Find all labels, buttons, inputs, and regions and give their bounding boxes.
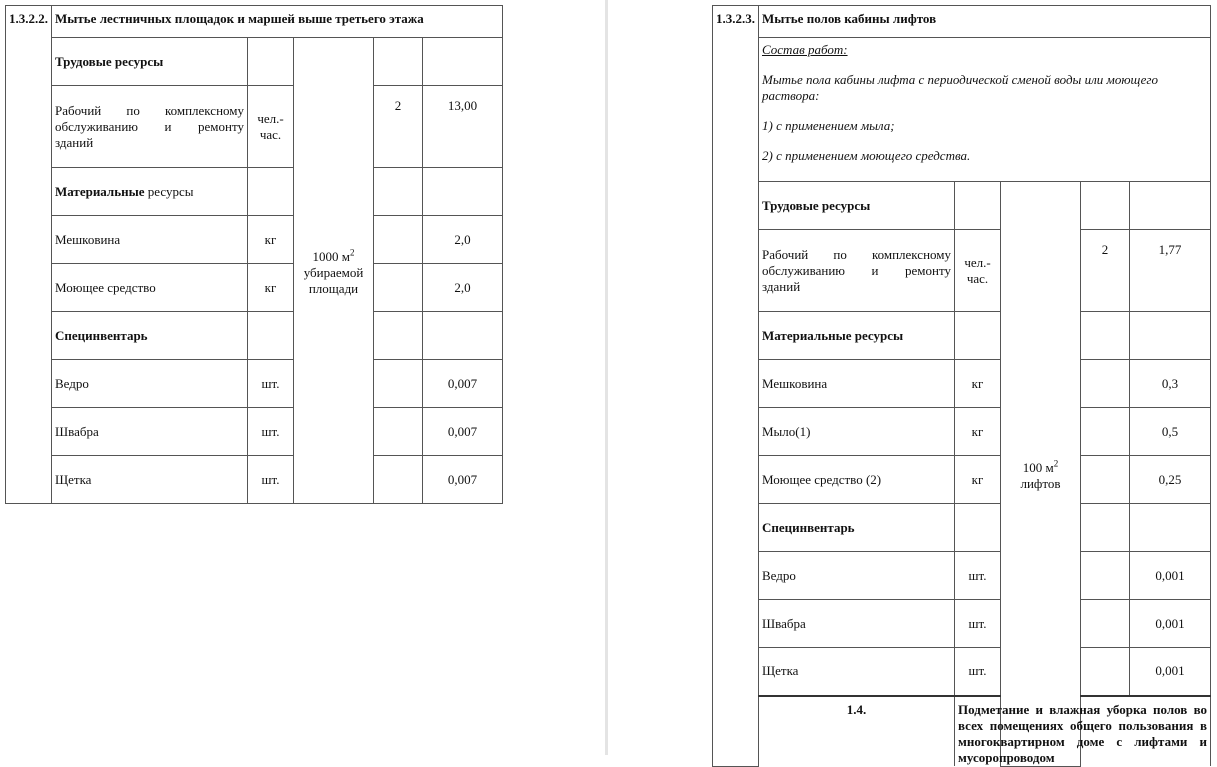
inventory-name: Швабра <box>759 600 955 648</box>
section-title: Мытье лестничных площадок и маршей выше третьего этажа <box>52 6 503 38</box>
norm-table-1-3-2-2 <box>5 5 503 504</box>
composition-option-2: 2) с применением моющего средства. <box>762 148 971 163</box>
measure-unit-cell <box>294 38 374 504</box>
norm-table-1-3-2-3 <box>712 5 1211 767</box>
measure-value: 100 $м^2$ <box>1022 458 1059 475</box>
inventory-unit: шт. <box>248 408 294 456</box>
section-code: 1.3.2.3. <box>713 6 759 767</box>
empty-cell <box>1081 312 1130 360</box>
inventory-unit: шт. <box>248 456 294 504</box>
material-value: 0,3 <box>1130 360 1211 408</box>
composition-label: Состав работ: <box>762 42 848 57</box>
inventory-value: 0,007 <box>423 408 503 456</box>
worker-value: 1,77 <box>1130 230 1211 312</box>
inventory-unit: шт. <box>955 648 1001 696</box>
material-name: Мыло(1) <box>759 408 955 456</box>
empty-cell <box>374 360 423 408</box>
material-name: Мешковина <box>759 360 955 408</box>
material-resources-header: Материальные ресурсы <box>52 168 248 216</box>
inventory-header: Специнвентарь <box>759 504 955 552</box>
next-section-title: Подметание и влажная уборка полов во всех помещениях общего пользования в многоквартирном доме с лифтами и мусоропроводом <box>955 696 1211 767</box>
empty-cell <box>1130 504 1211 552</box>
empty-cell <box>248 38 294 86</box>
inventory-value: 0,001 <box>1130 600 1211 648</box>
worker-name: Рабочий по комплексному обслуживанию и ремонту зданий <box>759 230 955 312</box>
worker-name: Рабочий по комплексному обслуживанию и ремонту зданий <box>52 86 248 168</box>
empty-cell <box>955 504 1001 552</box>
measure-value: 1000 $м^2$ <box>312 247 355 264</box>
inventory-name: Щетка <box>52 456 248 504</box>
section-code: 1.3.2.2. <box>6 6 52 504</box>
empty-cell <box>1081 648 1130 696</box>
empty-cell <box>1081 408 1130 456</box>
inventory-value: 0,001 <box>1130 552 1211 600</box>
inventory-name: Ведро <box>52 360 248 408</box>
inventory-value: 0,007 <box>423 360 503 408</box>
inventory-unit: шт. <box>955 600 1001 648</box>
empty-cell <box>1081 552 1130 600</box>
empty-cell <box>955 312 1001 360</box>
section-title: Мытье полов кабины лифтов <box>759 6 1211 38</box>
measure-label-1: убираемой <box>303 264 364 280</box>
inventory-name: Швабра <box>52 408 248 456</box>
work-composition <box>759 38 1211 182</box>
material-name: Моющее средство <box>52 264 248 312</box>
material-unit: кг <box>955 456 1001 504</box>
worker-unit: чел.- час. <box>955 230 1001 312</box>
empty-cell <box>1081 360 1130 408</box>
material-value: 0,5 <box>1130 408 1211 456</box>
empty-cell <box>374 38 423 86</box>
material-unit: кг <box>955 360 1001 408</box>
composition-option-1: 1) с применением мыла; <box>762 118 895 133</box>
empty-cell <box>374 168 423 216</box>
empty-cell <box>1130 182 1211 230</box>
material-unit: кг <box>955 408 1001 456</box>
inventory-value: 0,007 <box>423 456 503 504</box>
material-value: 0,25 <box>1130 456 1211 504</box>
measure-unit-cell <box>1001 182 1081 767</box>
measure-label: лифтов <box>1020 475 1061 491</box>
worker-value: 13,00 <box>423 86 503 168</box>
empty-cell <box>1130 312 1211 360</box>
empty-cell <box>1081 600 1130 648</box>
measure-label-2: площади <box>308 280 359 296</box>
empty-cell <box>423 38 503 86</box>
material-value: 2,0 <box>423 216 503 264</box>
material-name: Мешковина <box>52 216 248 264</box>
material-value: 2,0 <box>423 264 503 312</box>
empty-cell <box>423 168 503 216</box>
material-unit: кг <box>248 216 294 264</box>
empty-cell <box>248 312 294 360</box>
empty-cell <box>423 312 503 360</box>
empty-cell <box>248 168 294 216</box>
worker-unit: чел.- час. <box>248 86 294 168</box>
empty-cell <box>374 408 423 456</box>
worker-count: 2 <box>1081 230 1130 312</box>
empty-cell <box>1081 504 1130 552</box>
worker-count: 2 <box>374 86 423 168</box>
empty-cell <box>1081 456 1130 504</box>
material-unit: кг <box>248 264 294 312</box>
empty-cell <box>374 456 423 504</box>
inventory-value: 0,001 <box>1130 648 1211 696</box>
material-name: Моющее средство (2) <box>759 456 955 504</box>
empty-cell <box>1081 182 1130 230</box>
inventory-unit: шт. <box>955 552 1001 600</box>
inventory-name: Щетка <box>759 648 955 696</box>
next-section-code: 1.4. <box>759 696 955 767</box>
inventory-header: Специнвентарь <box>52 312 248 360</box>
inventory-unit: шт. <box>248 360 294 408</box>
empty-cell <box>374 312 423 360</box>
empty-cell <box>374 264 423 312</box>
material-resources-header: Материальные ресурсы <box>759 312 955 360</box>
empty-cell <box>374 216 423 264</box>
labor-resources-header: Трудовые ресурсы <box>52 38 248 86</box>
inventory-name: Ведро <box>759 552 955 600</box>
labor-resources-header: Трудовые ресурсы <box>759 182 955 230</box>
empty-cell <box>955 182 1001 230</box>
composition-text: Мытье пола кабины лифта с периодической сменой воды или моющего раствора: <box>762 72 1158 103</box>
